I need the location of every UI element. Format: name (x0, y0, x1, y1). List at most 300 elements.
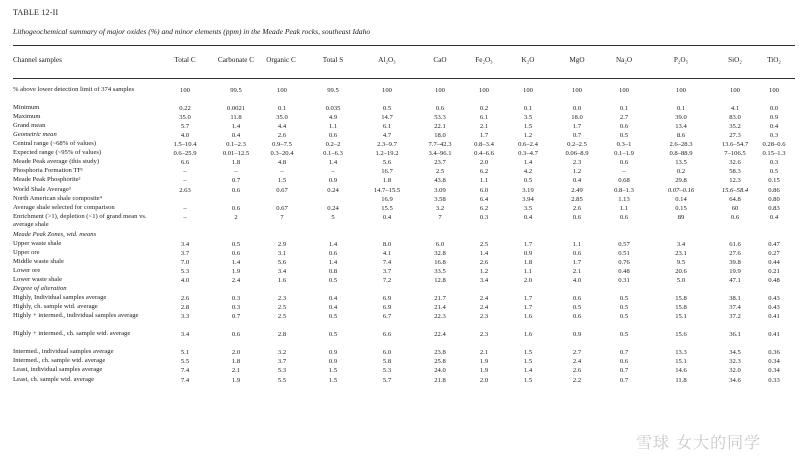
cell-tio2: 100 (769, 87, 779, 94)
cell-fe2o3: 0.8–3.4 (474, 141, 494, 149)
cell-org: 5.5 (277, 376, 287, 384)
cell-al2o3: 4.1 (382, 249, 392, 257)
cell-al2o3: 2.3–9.7 (377, 141, 397, 149)
cell-fe2o3: 100 (479, 87, 489, 94)
cell-carb: 1.8 (231, 159, 241, 167)
table-row (0, 186, 800, 195)
cell-k2o: 1.2 (523, 132, 533, 140)
cell-al2o3: 8.0 (382, 240, 392, 248)
cell-cao: 18.0 (434, 132, 446, 140)
cell-fe2o3: 2.6 (479, 258, 489, 266)
cell-k2o: 0.6–2.4 (518, 141, 538, 149)
cell-org: – (280, 168, 284, 176)
cell-mgo: 0.7 (572, 132, 582, 140)
cell-k2o: 1.7 (523, 295, 533, 303)
header-channel-samples: Channel samples (13, 56, 62, 64)
cell-tots: 0.4 (328, 304, 338, 312)
header-carbonate-c: Carbonate C (217, 56, 255, 64)
cell-tots: 0.6 (328, 132, 338, 140)
cell-totc: 5.3 (180, 267, 190, 275)
header-rule (13, 78, 795, 79)
cell-org: 2.5 (277, 304, 287, 312)
cell-tots: 0.5 (328, 276, 338, 284)
cell-fe2o3: 2.5 (479, 240, 489, 248)
cell-mgo: 2.6 (572, 367, 582, 375)
cell-k2o: 0.5 (523, 177, 533, 185)
cell-tots: 1.5 (328, 376, 338, 384)
cell-cao: 22.3 (434, 313, 446, 321)
cell-cao: 33.5 (434, 267, 446, 275)
cell-sio2: 36.1 (729, 331, 741, 339)
cell-org: 4.4 (277, 123, 287, 131)
cell-cao: 6.0 (435, 240, 445, 248)
cell-cao: 21.7 (434, 295, 446, 303)
cell-k2o: 1.8 (523, 258, 533, 266)
row-label: Maximum (13, 113, 41, 121)
cell-carb: 0.7 (231, 177, 241, 185)
cell-na2o: 1.1 (619, 204, 629, 212)
cell-mgo: 0.6 (572, 313, 582, 321)
cell-tio2: 0.41 (768, 313, 780, 321)
cell-totc: 35.0 (179, 114, 191, 122)
cell-fe2o3: 6.4 (479, 195, 489, 203)
cell-cao: 2.5 (435, 168, 445, 176)
cell-al2o3: 4.7 (382, 132, 392, 140)
header-p2o5: P₂O₅ (673, 56, 689, 64)
cell-tots: 0.9 (328, 349, 338, 357)
cell-p2o5: 13.5 (675, 159, 687, 167)
cell-na2o: 0.6 (619, 358, 629, 366)
table-row (0, 276, 800, 285)
cell-totc: 7.0 (180, 258, 190, 266)
cell-org: 0.67 (276, 186, 288, 194)
cell-totc: 3.7 (180, 249, 190, 257)
table-title: Lithogeochemical summary of major oxides (%) and minor elements (ppm) in the Meade Peak rocks, southeast Idaho (13, 27, 371, 36)
cell-fe2o3: 0.2 (479, 105, 489, 113)
cell-totc: 6.6 (180, 159, 190, 167)
cell-sio2: 0.6 (730, 213, 740, 221)
cell-tio2: 0.27 (768, 249, 780, 257)
cell-mgo: 0.4 (572, 177, 582, 185)
cell-cao: 23.7 (434, 159, 446, 167)
cell-mgo: 0.6 (572, 213, 582, 221)
cell-al2o3: 0.5 (382, 105, 392, 113)
cell-na2o: 0.76 (618, 258, 630, 266)
cell-k2o: 1.5 (523, 358, 533, 366)
cell-tots: 1.4 (328, 159, 338, 167)
cell-totc: 5.5 (180, 358, 190, 366)
cell-mgo: 100 (572, 87, 582, 94)
table-row (0, 140, 800, 149)
header-total-c: Total C (174, 56, 196, 64)
cell-mgo: 0.0 (572, 105, 582, 113)
header-al2o3: Al₂O₃ (378, 56, 396, 64)
cell-carb: 1.8 (231, 358, 241, 366)
cell-p2o5: 15.1 (675, 358, 687, 366)
cell-al2o3: 14.7–15.5 (373, 186, 401, 194)
cell-k2o: 1.7 (523, 240, 533, 248)
cell-na2o: 0.1 (619, 105, 629, 113)
header-cao: CaO (433, 56, 447, 64)
cell-sio2: 32.0 (729, 367, 741, 375)
cell-org: 2.8 (277, 331, 287, 339)
cell-fe2o3: 1.9 (479, 358, 489, 366)
cell-na2o: 0.6 (619, 159, 629, 167)
cell-sio2: 19.9 (729, 267, 741, 275)
cell-mgo: 4.0 (572, 276, 582, 284)
cell-carb: 11.8 (230, 114, 242, 122)
cell-org: 1.5 (277, 177, 287, 185)
cell-p2o5: 23.1 (675, 249, 687, 257)
cell-p2o5: 0.15 (675, 204, 687, 212)
row-label: Highly + intermed., ch. sample wtd. average (13, 330, 131, 338)
cell-mgo: 2.85 (571, 195, 583, 203)
cell-carb: 2.4 (231, 276, 241, 284)
cell-k2o: 0.1 (523, 105, 533, 113)
cell-org: 0.67 (276, 204, 288, 212)
cell-al2o3: 7.4 (382, 258, 392, 266)
cell-al2o3: 7.2 (382, 276, 392, 284)
cell-totc: – (183, 168, 187, 176)
cell-tots: 99.5 (327, 87, 339, 94)
cell-tots: 0.24 (327, 204, 339, 212)
header-mgo: MgO (569, 56, 585, 64)
cell-tio2: 0.83 (768, 204, 780, 212)
cell-na2o: 0.48 (618, 267, 630, 275)
cell-mgo: 1.1 (572, 240, 582, 248)
cell-tots: 0.9 (328, 358, 338, 366)
cell-cao: 3.2 (435, 204, 445, 212)
cell-mgo: 1.7 (572, 123, 582, 131)
cell-carb: 0.6 (231, 331, 241, 339)
cell-cao: 24.0 (434, 367, 446, 375)
cell-org: 2.3 (277, 295, 287, 303)
cell-carb: 0.6 (231, 249, 241, 257)
cell-totc: 5.1 (180, 349, 190, 357)
cell-org: 1.6 (277, 276, 287, 284)
cell-cao: 7 (438, 213, 442, 221)
cell-al2o3: 15.5 (381, 204, 393, 212)
cell-tio2: 0.47 (768, 240, 780, 248)
cell-mgo: 2.2 (572, 376, 582, 384)
cell-tio2: 0.21 (768, 267, 780, 275)
table-row (0, 195, 800, 204)
cell-tots: 4.9 (328, 114, 338, 122)
cell-sio2: 61.6 (729, 240, 741, 248)
row-label: Meade Peak Phosphorite² (13, 176, 81, 184)
cell-org: 3.1 (277, 249, 287, 257)
cell-k2o: 1.1 (523, 267, 533, 275)
cell-mgo: 2.49 (571, 186, 583, 194)
cell-sio2: 37.4 (729, 304, 741, 312)
cell-tio2: 0.41 (768, 331, 780, 339)
cell-na2o: 0.7 (619, 367, 629, 375)
cell-mgo: 2.7 (572, 349, 582, 357)
cell-al2o3: 14.7 (381, 114, 393, 122)
cell-sio2: 38.1 (729, 295, 741, 303)
cell-al2o3: 5.6 (382, 159, 392, 167)
table-row (0, 303, 800, 312)
cell-p2o5: 0.2 (676, 168, 686, 176)
cell-na2o: 0.57 (618, 240, 630, 248)
header-fe2o3: Fe₂O₃ (475, 56, 493, 64)
cell-mgo: 0.9 (572, 331, 582, 339)
watermark: 雪球 女大的同学 (636, 433, 762, 452)
cell-fe2o3: 6.2 (479, 204, 489, 212)
cell-k2o: 1.6 (523, 331, 533, 339)
table-row (0, 249, 800, 258)
row-label: Phosphoria Formation TF¹ (13, 167, 83, 175)
cell-tots: 1.5 (328, 367, 338, 375)
cell-carb: 1.9 (231, 376, 241, 384)
cell-totc: 4.0 (180, 132, 190, 140)
cell-na2o: 0.51 (618, 249, 630, 257)
cell-k2o: 1.5 (523, 349, 533, 357)
cell-al2o3: 5.7 (382, 376, 392, 384)
cell-fe2o3: 1.1 (479, 177, 489, 185)
cell-p2o5: 9.5 (676, 258, 686, 266)
cell-totc: 7.4 (180, 367, 190, 375)
cell-totc: 4.0 (180, 276, 190, 284)
cell-sio2: 35.2 (729, 123, 741, 131)
table-row (0, 267, 800, 276)
cell-fe2o3: 1.4 (479, 249, 489, 257)
cell-tio2: 0.48 (768, 276, 780, 284)
table-row (0, 158, 800, 167)
cell-totc: 1.5–10.4 (173, 141, 197, 149)
cell-p2o5: 15.1 (675, 313, 687, 321)
cell-tio2: 0.34 (768, 358, 780, 366)
cell-tots: 0.4 (328, 295, 338, 303)
table-row (0, 376, 800, 385)
cell-al2o3: 1.8 (382, 177, 392, 185)
table-row (0, 330, 800, 348)
row-label: Meade Peak Zones, wtd. means (13, 230, 97, 238)
cell-al2o3: 6.6 (382, 331, 392, 339)
cell-cao: 32.8 (434, 249, 446, 257)
cell-sio2: 39.8 (729, 258, 741, 266)
cell-carb: 2 (234, 213, 238, 221)
cell-mgo: 0.06–8.9 (565, 150, 589, 158)
cell-mgo: 2.4 (572, 358, 582, 366)
cell-carb: 1.4 (231, 258, 241, 266)
cell-carb: 0.6 (231, 204, 241, 212)
cell-fe2o3: 2.3 (479, 331, 489, 339)
cell-fe2o3: 2.1 (479, 123, 489, 131)
table-row (0, 258, 800, 267)
cell-tots: 1.4 (328, 240, 338, 248)
row-label: Geometric mean (13, 131, 57, 139)
cell-totc: – (183, 204, 187, 212)
cell-fe2o3: 2.3 (479, 313, 489, 321)
cell-mgo: 0.6 (572, 249, 582, 257)
cell-org: 0.1 (277, 105, 287, 113)
row-label: Minimum (13, 104, 40, 112)
cell-k2o: 3.5 (523, 204, 533, 212)
cell-na2o: 0.68 (618, 177, 630, 185)
cell-al2o3: 5.3 (382, 367, 392, 375)
cell-na2o: 0.5 (619, 331, 629, 339)
cell-carb: 0.0021 (226, 105, 246, 113)
cell-totc: 2.63 (179, 186, 191, 194)
cell-sio2: 4.1 (730, 105, 740, 113)
cell-fe2o3: 2.4 (479, 304, 489, 312)
row-label: Upper waste shale (13, 239, 62, 247)
cell-fe2o3: 1.2 (479, 267, 489, 275)
cell-p2o5: 13.4 (675, 123, 687, 131)
cell-na2o: 0.5 (619, 295, 629, 303)
cell-sio2: 27.6 (729, 249, 741, 257)
cell-totc: 0.6–25.9 (173, 150, 197, 158)
cell-cao: 43.8 (434, 177, 446, 185)
cell-k2o: 2.0 (523, 276, 533, 284)
cell-p2o5: 100 (676, 87, 686, 94)
cell-fe2o3: 0.4–6.6 (474, 150, 494, 158)
cell-p2o5: 15.8 (675, 304, 687, 312)
cell-na2o: 0.7 (619, 376, 629, 384)
cell-totc: 100 (180, 87, 190, 94)
cell-carb: 99.5 (230, 87, 242, 94)
cell-na2o: 0.3–1 (616, 141, 632, 149)
cell-org: 2.5 (277, 313, 287, 321)
cell-sio2: 47.1 (729, 276, 741, 284)
cell-fe2o3: 2.0 (479, 159, 489, 167)
cell-fe2o3: 6.0 (479, 186, 489, 194)
row-label: Least, individual samples average (13, 366, 103, 374)
cell-al2o3: 6.1 (382, 123, 392, 131)
cell-na2o: 0.5 (619, 313, 629, 321)
cell-sio2: 32.3 (729, 358, 741, 366)
cell-tots: 1.4 (328, 258, 338, 266)
cell-totc: – (183, 213, 187, 221)
cell-mgo: 2.3 (572, 159, 582, 167)
cell-tots: 0.6 (328, 249, 338, 257)
cell-tots: 0.5 (328, 313, 338, 321)
cell-tio2: 0.28–0.6 (762, 141, 786, 149)
cell-p2o5: 15.8 (675, 295, 687, 303)
row-label: Least, ch. sample wtd. average (13, 375, 95, 383)
cell-k2o: 0.4 (523, 213, 533, 221)
cell-na2o: 0.6 (619, 213, 629, 221)
cell-k2o: 0.9 (523, 249, 533, 257)
table-row (0, 312, 800, 330)
cell-na2o: 0.7 (619, 349, 629, 357)
cell-totc: 5.7 (180, 123, 190, 131)
cell-k2o: 100 (523, 87, 533, 94)
cell-sio2: 60 (731, 204, 739, 212)
cell-org: 0.9–7.5 (272, 141, 292, 149)
row-label: World Shale Average³ (13, 185, 71, 193)
cell-org: 3.2 (277, 349, 287, 357)
cell-p2o5: 0.14 (675, 195, 687, 203)
row-label: Lower ore (13, 266, 41, 274)
cell-carb: 0.5 (231, 240, 241, 248)
cell-na2o: 0.8–1.3 (614, 186, 634, 194)
cell-tio2: 0.43 (768, 295, 780, 303)
cell-carb: 1.4 (231, 123, 241, 131)
cell-k2o: 1.5 (523, 376, 533, 384)
cell-na2o: 100 (619, 87, 629, 94)
cell-na2o: 0.6 (619, 123, 629, 131)
cell-al2o3: 6.9 (382, 295, 392, 303)
cell-tio2: 0.4 (769, 213, 779, 221)
cell-k2o: 4.2 (523, 168, 533, 176)
cell-mgo: 18.0 (571, 114, 583, 122)
cell-org: 2.6 (277, 132, 287, 140)
cell-p2o5: 14.6 (675, 367, 687, 375)
cell-sio2: 100 (730, 87, 740, 94)
cell-org: 3.4 (277, 267, 287, 275)
cell-tio2: 0.9 (769, 114, 779, 122)
row-label: Highly, ch. sample wtd. average (13, 303, 98, 311)
table-row (0, 348, 800, 357)
cell-fe2o3: 2.4 (479, 295, 489, 303)
cell-org: 5.6 (277, 258, 287, 266)
cell-cao: 0.6 (435, 105, 445, 113)
cell-fe2o3: 0.3 (479, 213, 489, 221)
header-total-s: Total S (322, 56, 344, 64)
cell-tots: 0.5 (328, 331, 338, 339)
cell-tots: 1.1 (328, 123, 338, 131)
cell-tio2: 0.36 (768, 349, 780, 357)
cell-mgo: 2.1 (572, 267, 582, 275)
cell-k2o: 1.4 (523, 367, 533, 375)
cell-carb: 2.0 (231, 349, 241, 357)
cell-sio2: 27.3 (729, 132, 741, 140)
header-organic-c: Organic C (266, 56, 296, 64)
table-row (0, 86, 800, 104)
row-label: Degree of alteration (13, 285, 67, 293)
cell-al2o3: 0.4 (382, 213, 392, 221)
cell-cao: 21.8 (434, 376, 446, 384)
top-rule (13, 45, 795, 46)
cell-totc: 3.4 (180, 331, 190, 339)
cell-na2o: – (622, 168, 626, 176)
cell-p2o5: 13.3 (675, 349, 687, 357)
table-row (0, 285, 800, 294)
row-label: Enrichment (>1), depletion (<1) of grand mean vs. average shale (13, 212, 147, 229)
table-row (0, 366, 800, 375)
cell-cao: 22.4 (434, 331, 446, 339)
cell-cao: 25.8 (434, 358, 446, 366)
cell-sio2: 58.3 (729, 168, 741, 176)
cell-cao: 12.8 (434, 276, 446, 284)
cell-cao: 53.3 (434, 114, 446, 122)
row-label: Highly, Individual samples average (13, 294, 107, 302)
cell-tots: 0.035 (325, 105, 341, 113)
cell-tio2: 0.15 (768, 177, 780, 185)
cell-fe2o3: 1.9 (479, 367, 489, 375)
cell-totc: 3.4 (180, 240, 190, 248)
cell-fe2o3: 1.7 (479, 132, 489, 140)
table-row (0, 176, 800, 185)
cell-tio2: 0.44 (768, 258, 780, 266)
table-row (0, 294, 800, 303)
cell-sio2: 64.8 (729, 195, 741, 203)
cell-totc: 0.22 (179, 105, 191, 113)
cell-org: 2.9 (277, 240, 287, 248)
cell-tots: 0.24 (327, 186, 339, 194)
cell-p2o5: 2.6–28.3 (669, 141, 693, 149)
cell-tio2: 0.0 (769, 105, 779, 113)
cell-p2o5: 20.6 (675, 267, 687, 275)
cell-sio2: 34.6 (729, 376, 741, 384)
cell-p2o5: 8.6 (676, 132, 686, 140)
cell-sio2: 15.6–58.4 (721, 186, 749, 194)
cell-org: 5.3 (277, 367, 287, 375)
row-label: Grand mean (13, 122, 46, 130)
cell-p2o5: 89 (677, 213, 685, 221)
